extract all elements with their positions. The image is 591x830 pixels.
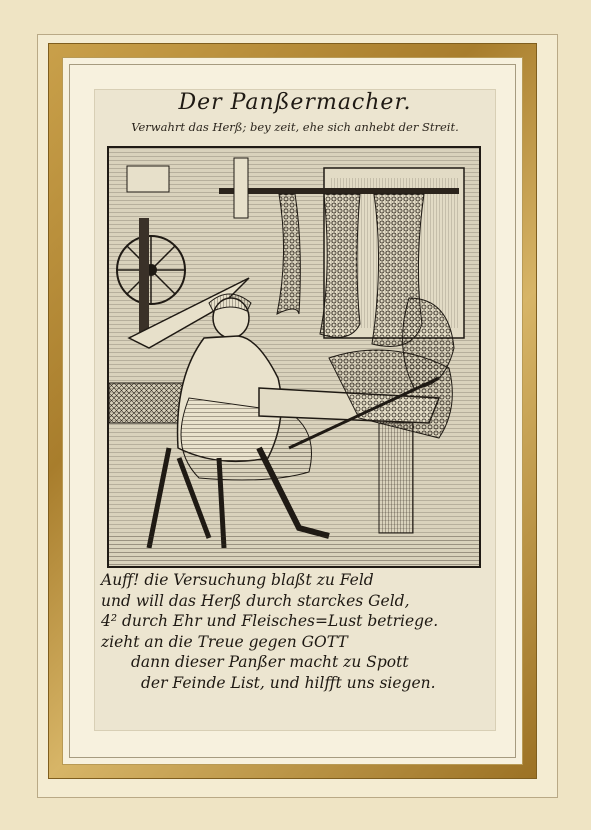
- wheel-stand: [139, 218, 149, 338]
- verse-line: 4² durch Ehr und Fleisches=Lust betriege.: [101, 612, 439, 630]
- table-leg: [379, 423, 413, 533]
- verse-line: der Feinde List, und hilfft uns siegen.: [141, 673, 436, 692]
- verse-line: zieht an die Treue gegen GOTT: [101, 632, 348, 651]
- hanging-pole: [219, 188, 459, 194]
- anvil-bench: [109, 383, 189, 423]
- engraving-print: [95, 90, 495, 730]
- print-subtitle: Verwahrt das Herß; bey zeit, ehe sich anhebt der Streit.: [131, 120, 459, 134]
- pole-bracket: [234, 158, 248, 218]
- verse-block: [101, 570, 489, 693]
- floor: [109, 533, 479, 566]
- verse-line: und will das Herß durch starckes Geld,: [101, 591, 410, 610]
- engraving-illustration: [109, 148, 479, 566]
- verse-line: Auff! die Versuchung blaßt zu Feld: [101, 571, 374, 589]
- engraving-image: [107, 146, 481, 568]
- wall-lamp: [127, 166, 169, 192]
- print-title: Der Panßermacher.: [178, 90, 412, 115]
- verse-line: dann dieser Panßer macht zu Spott: [131, 653, 409, 671]
